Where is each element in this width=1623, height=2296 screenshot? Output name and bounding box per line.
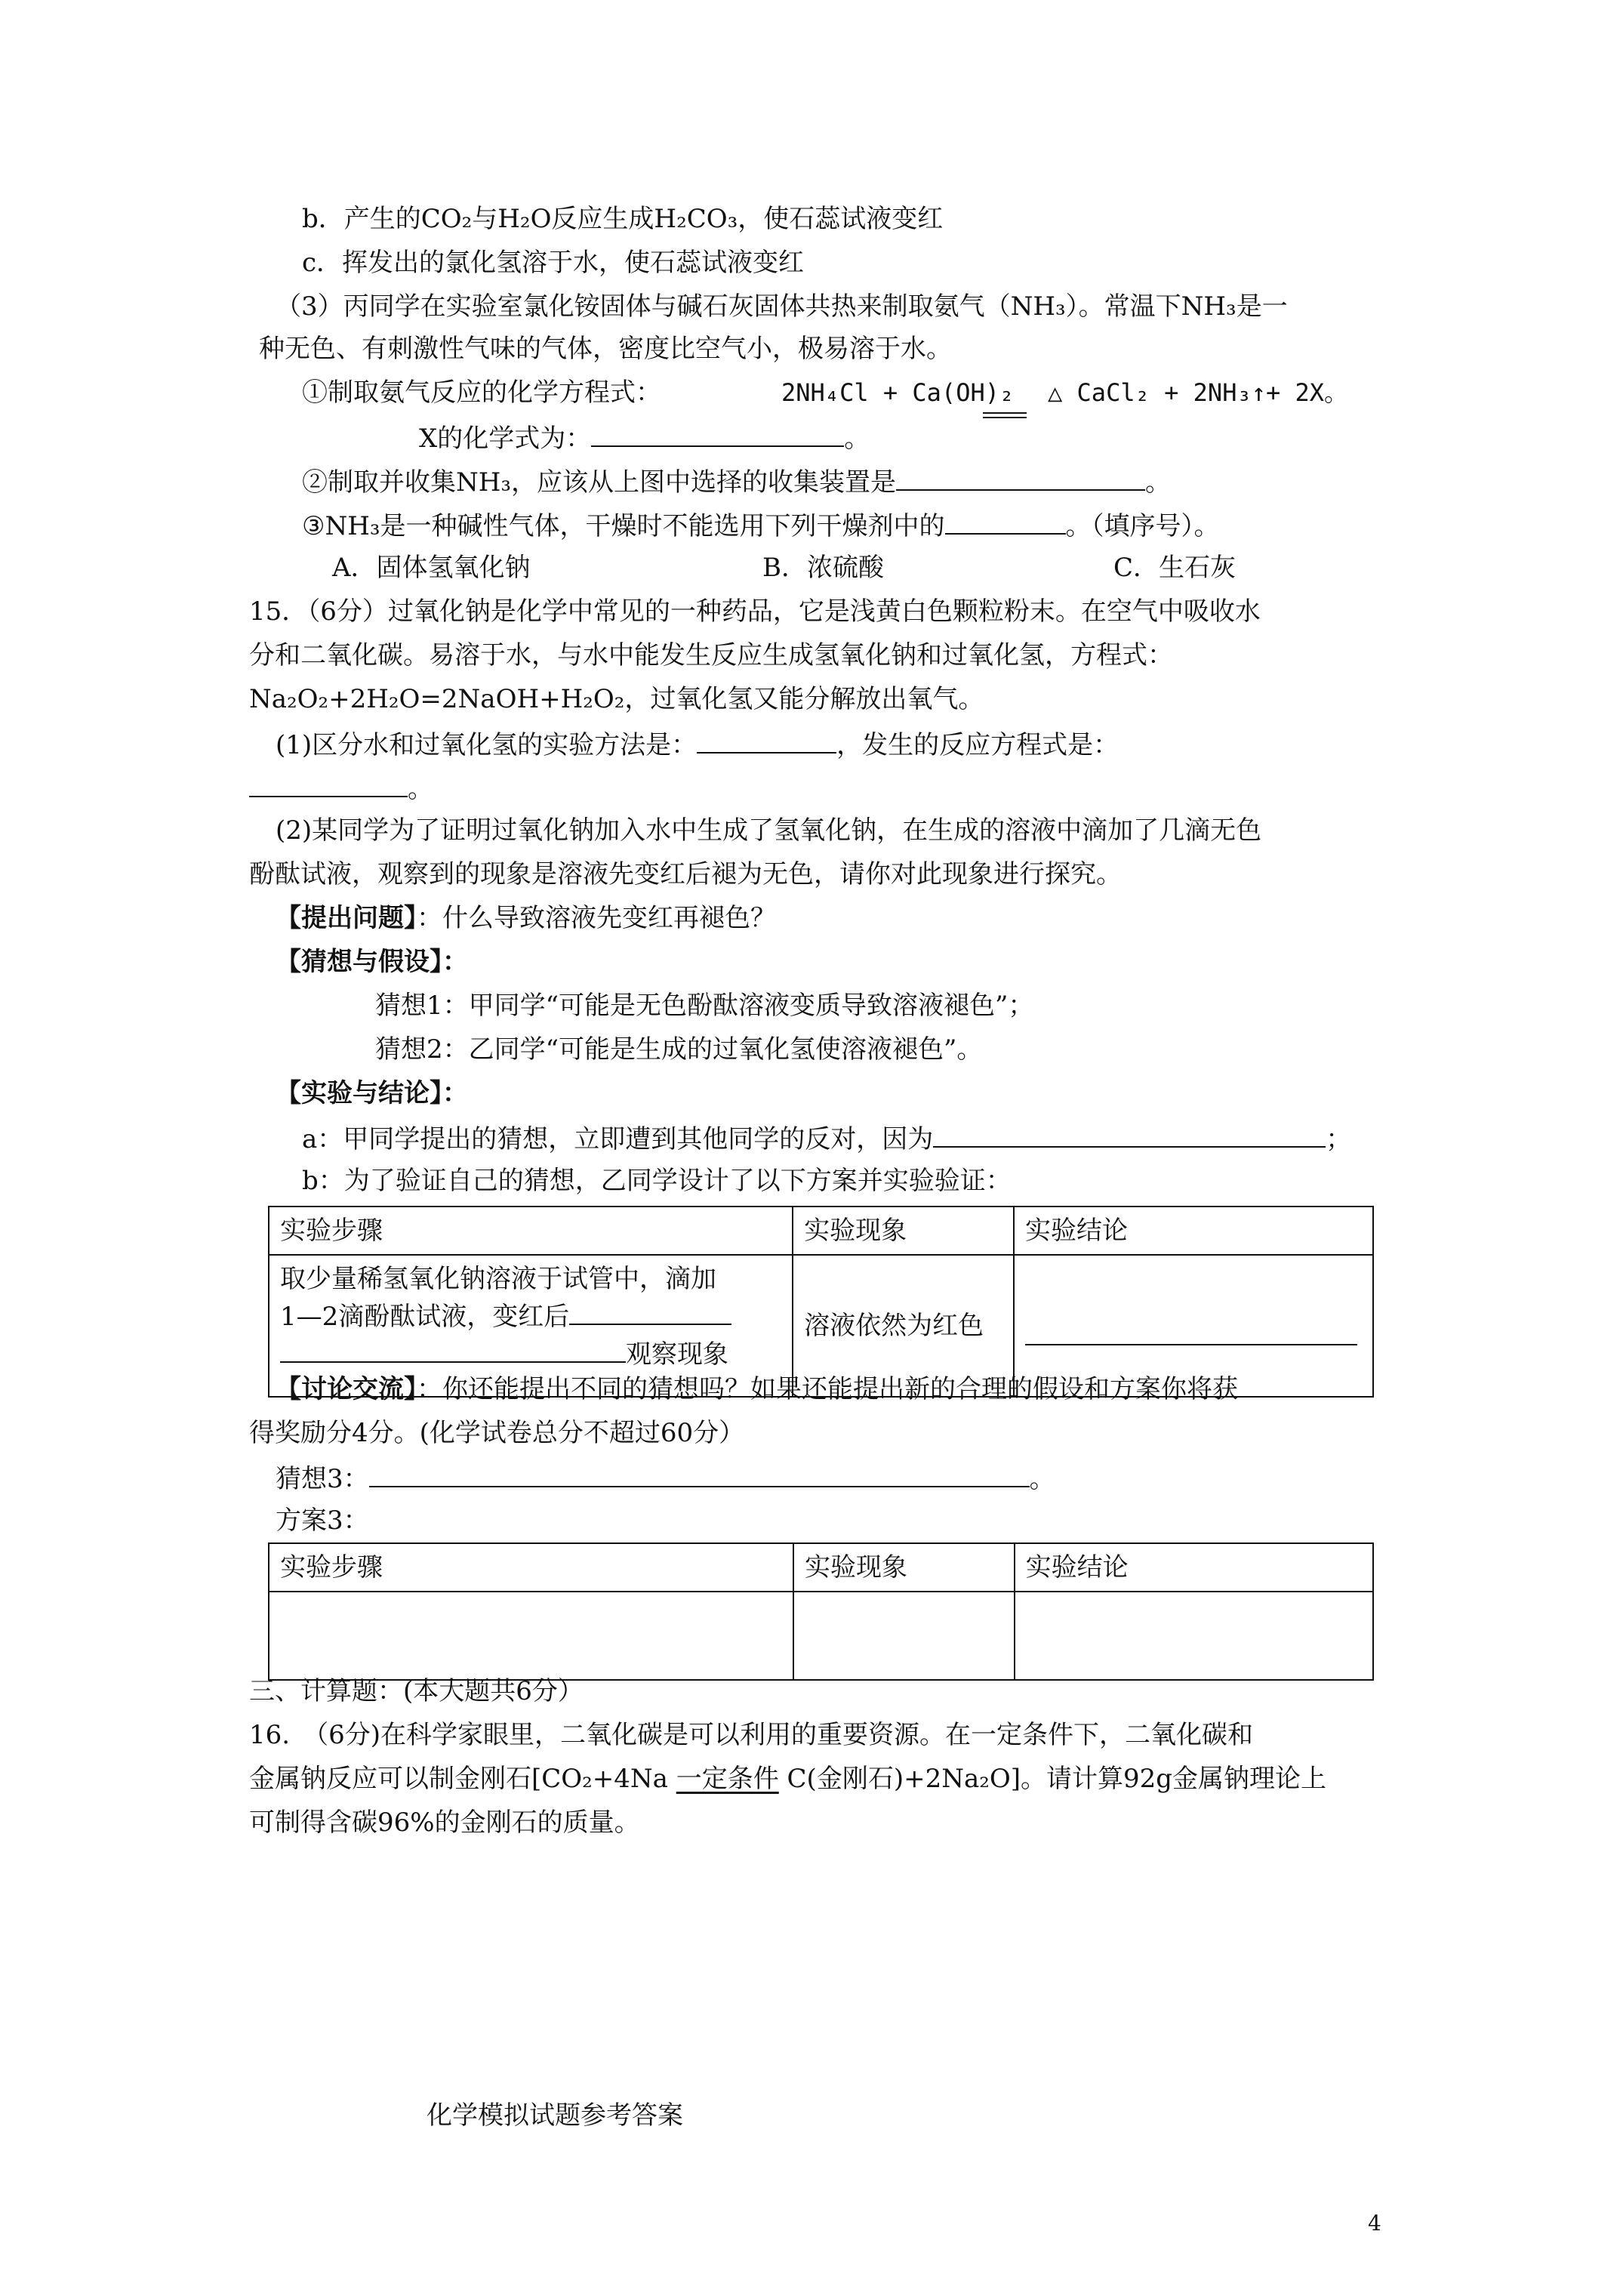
q15-part1-text-b: ，发生的反应方程式是：	[836, 730, 1119, 760]
experiment-colon: ：	[442, 1078, 468, 1108]
hypothesis-3-end: 。	[1029, 1464, 1055, 1494]
q16-line-3: 可制得含碳96%的金刚石的质量。	[249, 1808, 640, 1838]
q16-line-2-b: C(金刚石)+2Na₂O]。请计算92g金属钠理论上	[778, 1764, 1327, 1794]
ask-question-label: 【提出问题】	[276, 903, 417, 933]
q15-part1-line-2	[249, 770, 433, 806]
q3-intro-1: （3）丙同学在实验室氯化铵固体与碱石灰固体共热来制取氨气（NH₃）。常温下NH₃是一	[276, 291, 1288, 322]
experiment-table-2	[268, 1542, 1374, 1681]
table-header-phenomenon: 实验现象	[793, 1207, 1014, 1255]
q15-part1-text-a: (1)区分水和过氧化氢的实验方法是：	[276, 730, 698, 760]
hypothesis-3-line	[276, 1460, 1055, 1496]
experiment-a-line	[302, 1120, 1351, 1156]
q15-part2-line-1: (2)某同学为了证明过氧化钠加入水中生成了氢氧化钠，在生成的溶液中滴加了几滴无色	[276, 815, 1262, 846]
table-header-steps: 实验步骤	[269, 1543, 793, 1592]
step-blank-1[interactable]	[569, 1298, 731, 1325]
q16-line-2	[249, 1762, 1326, 1795]
q3-intro-2: 种无色、有刺激性气味的气体，密度比空气小，极易溶于水。	[259, 334, 952, 364]
q15-part1-line	[276, 726, 1119, 762]
hypothesis-2: 猜想2：乙同学“可能是生成的过氧化氢使溶液褪色”。	[375, 1034, 983, 1065]
q3-collect-text: ②制取并收集NH₃，应该从上图中选择的收集装置是	[302, 467, 897, 498]
q15-line-2: 分和二氧化碳。易溶于水，与水中能发生反应生成氢氧化钠和过氧化氢，方程式：	[249, 640, 1173, 670]
table-header-row	[269, 1207, 1373, 1255]
q15-part1-blank-2[interactable]	[249, 770, 408, 797]
q3-equation-right: △ CaCl₂ + 2NH₃↑+ 2X。	[1048, 378, 1349, 407]
conclusion-blank[interactable]	[1025, 1318, 1357, 1345]
q3-equation-left: 2NH₄Cl + Ca(OH)₂	[781, 378, 1015, 407]
table-row	[269, 1592, 1373, 1680]
answer-title: 化学模拟试题参考答案	[427, 2100, 683, 2131]
discussion-line-2: 得奖励分4分。(化学试卷总分不超过60分）	[249, 1418, 745, 1448]
hypothesis-label: 【猜想与假设】	[276, 947, 442, 977]
experiment-b-line: b：为了验证自己的猜想，乙同学设计了以下方案并实验验证：	[302, 1166, 1012, 1196]
q3-dry-line	[302, 507, 1220, 543]
q16-line-1: 16. （6分)在科学家眼里，二氧化碳是可以利用的重要资源。在一定条件下，二氧化碳和	[249, 1720, 1253, 1750]
q3-dry-blank[interactable]	[945, 507, 1066, 535]
q3-collect-line	[302, 464, 1171, 499]
option-c: c．挥发出的氯化氢溶于水，使石蕊试液变红	[302, 248, 805, 278]
q3-option-c: C．生石灰	[1113, 553, 1236, 583]
equals-bar-top	[983, 412, 1027, 414]
discussion-line-1	[276, 1373, 1238, 1406]
hypothesis-3-label: 猜想3：	[276, 1464, 369, 1494]
q15-part1-blank-1[interactable]	[697, 726, 836, 754]
discussion-text-1: ：你还能提出不同的猜想吗？如果还能提出新的合理的假设和方案你将获	[417, 1374, 1238, 1404]
q3-x-label: X的化学式为：	[419, 424, 592, 454]
table-header-steps: 实验步骤	[269, 1207, 793, 1255]
q3-collect-end: 。	[1145, 467, 1172, 498]
table-cell-phenomenon-empty[interactable]	[793, 1592, 1015, 1680]
q3-dry-text: ③NH₃是一种碱性气体，干燥时不能选用下列干燥剂中的	[302, 511, 945, 541]
table-header-conclusion: 实验结论	[1014, 1207, 1373, 1255]
section-3-title: 三、计算题：(本大题共6分）	[249, 1676, 584, 1706]
option-b: b．产生的CO₂与H₂O反应生成H₂CO₃，使石蕊试液变红	[302, 204, 944, 234]
table-header-conclusion: 实验结论	[1015, 1543, 1373, 1592]
table-header-phenomenon: 实验现象	[793, 1543, 1015, 1592]
q16-condition: 一定条件	[676, 1764, 779, 1794]
phenomenon-text: 溶液依然为红色	[804, 1311, 984, 1341]
hypothesis-3-blank[interactable]	[369, 1460, 1030, 1487]
experiment-a-text: a：甲同学提出的猜想，立即遭到其他同学的反对，因为	[302, 1124, 934, 1154]
discussion-label: 【讨论交流】	[276, 1374, 417, 1404]
q3-equation-label: ①制取氨气反应的化学方程式：	[302, 378, 661, 408]
step-line-2	[280, 1298, 781, 1336]
ask-question-line	[276, 901, 776, 935]
q3-x-blank[interactable]	[591, 420, 844, 447]
step-line-2-text: 1—2滴酚酞试液，变红后	[280, 1302, 570, 1332]
q16-line-2-a: 金属钠反应可以制金刚石[CO₂+4Na	[249, 1764, 676, 1794]
page-number: 4	[1368, 2211, 1381, 2236]
step-line-1: 取少量稀氢氧化钠溶液于试管中，滴加	[280, 1264, 716, 1294]
experiment-table-1	[268, 1206, 1374, 1398]
table-cell-steps-empty[interactable]	[269, 1592, 793, 1680]
q3-collect-blank[interactable]	[896, 464, 1145, 491]
q15-part1-end: 。	[408, 774, 433, 804]
hypothesis-colon: ：	[442, 947, 468, 977]
q15-line-1: 15．（6分）过氧化钠是化学中常见的一种药品，它是浅黄白色颗粒粉末。在空气中吸收水	[249, 596, 1261, 627]
step-line-3-text: 观察现象	[626, 1339, 728, 1370]
table-header-row	[269, 1543, 1373, 1592]
q3-option-a: A．固体氢氧化钠	[332, 553, 531, 583]
q3-dry-end: 。（填序号）。	[1065, 511, 1220, 541]
equals-bar-bottom	[983, 417, 1027, 418]
plan-3-label: 方案3：	[276, 1505, 369, 1536]
q15-line-3: Na₂O₂+2H₂O=2NaOH+H₂O₂，过氧化氢又能分解放出氧气。	[249, 684, 984, 714]
table-cell-conclusion-empty[interactable]	[1015, 1592, 1373, 1680]
experiment-a-end: ；	[1326, 1124, 1352, 1154]
hypothesis-1: 猜想1：甲同学“可能是无色酚酞溶液变质导致溶液褪色”；	[375, 991, 1034, 1021]
experiment-a-blank[interactable]	[933, 1120, 1326, 1148]
step-line-3	[280, 1336, 781, 1373]
step-blank-2[interactable]	[280, 1336, 626, 1363]
experiment-heading	[276, 1077, 468, 1110]
q15-part2-line-2: 酚酞试液，观察到的现象是溶液先变红后褪为无色，请你对此现象进行探究。	[249, 859, 1122, 889]
experiment-label: 【实验与结论】	[276, 1078, 442, 1108]
q3-x-formula-line	[419, 420, 870, 455]
hypothesis-heading	[276, 945, 468, 978]
ask-question-text: ：什么导致溶液先变红再褪色？	[417, 903, 776, 933]
q3-x-end: 。	[844, 424, 870, 454]
q3-option-b: B．浓硫酸	[762, 553, 884, 583]
